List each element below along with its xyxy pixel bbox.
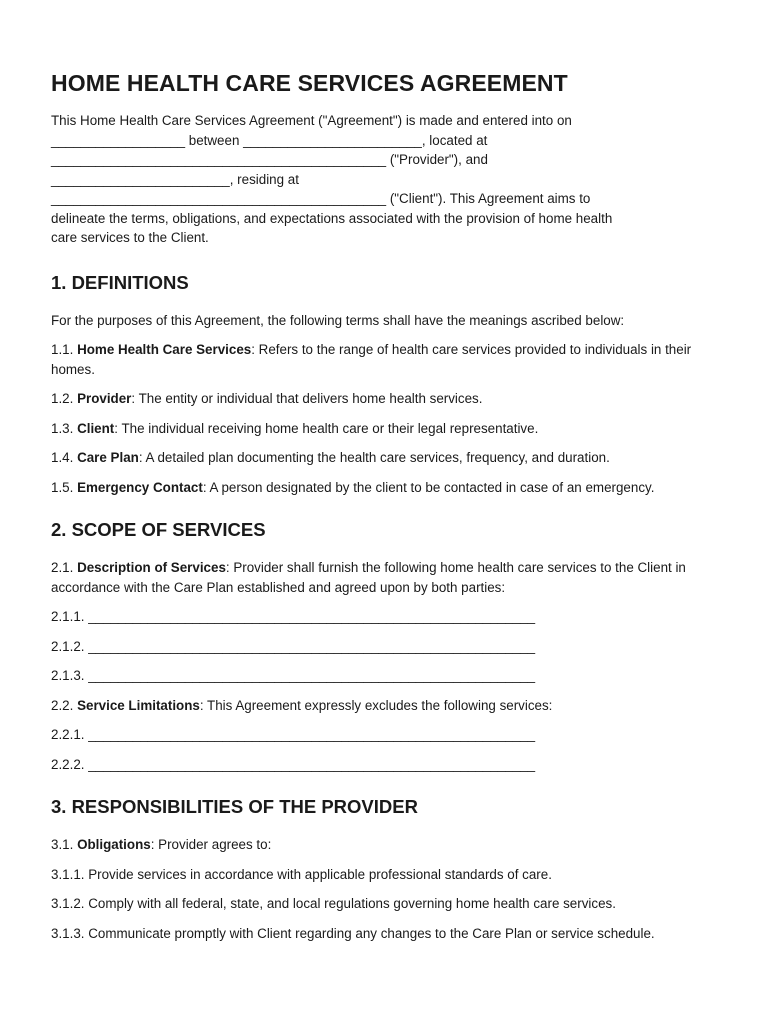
page-title: HOME HEALTH CARE SERVICES AGREEMENT bbox=[51, 70, 568, 96]
item-number: 1.5. bbox=[51, 479, 78, 495]
item-number: 1.2. bbox=[51, 391, 78, 406]
defined-term: Care Plan bbox=[77, 450, 139, 465]
section-heading: 1. DEFINITIONS bbox=[51, 271, 189, 293]
intro-line: ________________________, residing at bbox=[51, 171, 299, 187]
definition-text: : The entity or individual that delivers home health services. bbox=[131, 391, 483, 406]
description-text: : Provider shall furnish the following home health care services to the Client in accordance with the Care Plan established and agreed upon by both parties: bbox=[51, 560, 686, 595]
scope-section bbox=[51, 519, 720, 774]
intro-line: This Home Health Care Services Agreement ("Agreement") is made and entered into on bbox=[51, 113, 572, 128]
item-number: 1.1. bbox=[51, 342, 78, 357]
definition-text: : Refers to the range of health care services provided to individuals in their homes. bbox=[51, 342, 692, 377]
obligation-item: 3.1.3. Communicate promptly with Client regarding any changes to the Care Plan or service schedule. bbox=[51, 925, 655, 941]
intro-line: care services to the Client. bbox=[51, 230, 209, 245]
intro-paragraph bbox=[51, 111, 720, 248]
service-limitations bbox=[51, 696, 720, 716]
definition-item bbox=[51, 419, 720, 439]
definition-item bbox=[51, 478, 720, 498]
item-number: 2.2. bbox=[51, 697, 78, 713]
definitions-lead: For the purposes of this Agreement, the following terms shall have the meanings ascribed below: bbox=[51, 312, 625, 328]
section-heading: 2. SCOPE OF SERVICES bbox=[51, 519, 266, 540]
limitations-text: : This Agreement expressly excludes the following services: bbox=[199, 697, 553, 713]
provider-section bbox=[51, 796, 720, 943]
obligations-text: : Provider agrees to: bbox=[150, 837, 272, 852]
definition-text: : The individual receiving home health care or their legal representative. bbox=[114, 420, 539, 436]
scope-description bbox=[51, 558, 720, 597]
defined-term: Home Health Care Services bbox=[77, 342, 252, 357]
intro-line: _____________________________________________ ("Client"). This Agreement aims to bbox=[51, 191, 591, 206]
definition-item bbox=[51, 448, 720, 468]
provider-obligations bbox=[51, 835, 720, 855]
defined-term: Emergency Contact bbox=[77, 479, 203, 495]
obligation-item: 3.1.2. Comply with all federal, state, and local regulations governing home health care services. bbox=[51, 896, 616, 911]
definitions-section bbox=[51, 272, 720, 498]
intro-line: _____________________________________________ ("Provider"), and bbox=[51, 152, 488, 167]
definition-item bbox=[51, 389, 720, 409]
item-number: 2.1. bbox=[51, 560, 78, 575]
obligation-item: 3.1.1. Provide services in accordance with applicable professional standards of care. bbox=[51, 866, 552, 882]
service-blank-line: 2.1.1. ____________________________________________________________ bbox=[51, 609, 536, 624]
limitation-blank-line: 2.2.1. ____________________________________________________________ bbox=[51, 727, 536, 742]
item-number: 1.4. bbox=[51, 450, 78, 465]
item-number: 1.3. bbox=[51, 420, 78, 436]
item-number: 3.1. bbox=[51, 837, 78, 852]
defined-term: Client bbox=[77, 420, 115, 436]
service-blank-line: 2.1.3. ____________________________________________________________ bbox=[51, 668, 536, 683]
defined-term: Obligations bbox=[77, 837, 151, 852]
intro-line: __________________ between ________________________, located at bbox=[51, 132, 488, 148]
intro-line: delineate the terms, obligations, and expectations associated with the provision of home health bbox=[51, 210, 613, 226]
defined-term: Description of Services bbox=[77, 560, 226, 575]
definition-text: : A detailed plan documenting the health care services, frequency, and duration. bbox=[138, 450, 610, 465]
definition-item bbox=[51, 340, 720, 379]
defined-term: Service Limitations bbox=[77, 697, 200, 713]
limitation-blank-line: 2.2.2. ____________________________________________________________ bbox=[51, 756, 536, 772]
definition-text: : A person designated by the client to be contacted in case of an emergency. bbox=[202, 479, 655, 495]
section-heading: 3. RESPONSIBILITIES OF THE PROVIDER bbox=[51, 796, 418, 817]
service-blank-line: 2.1.2. ____________________________________________________________ bbox=[51, 638, 536, 654]
defined-term: Provider bbox=[77, 391, 132, 406]
